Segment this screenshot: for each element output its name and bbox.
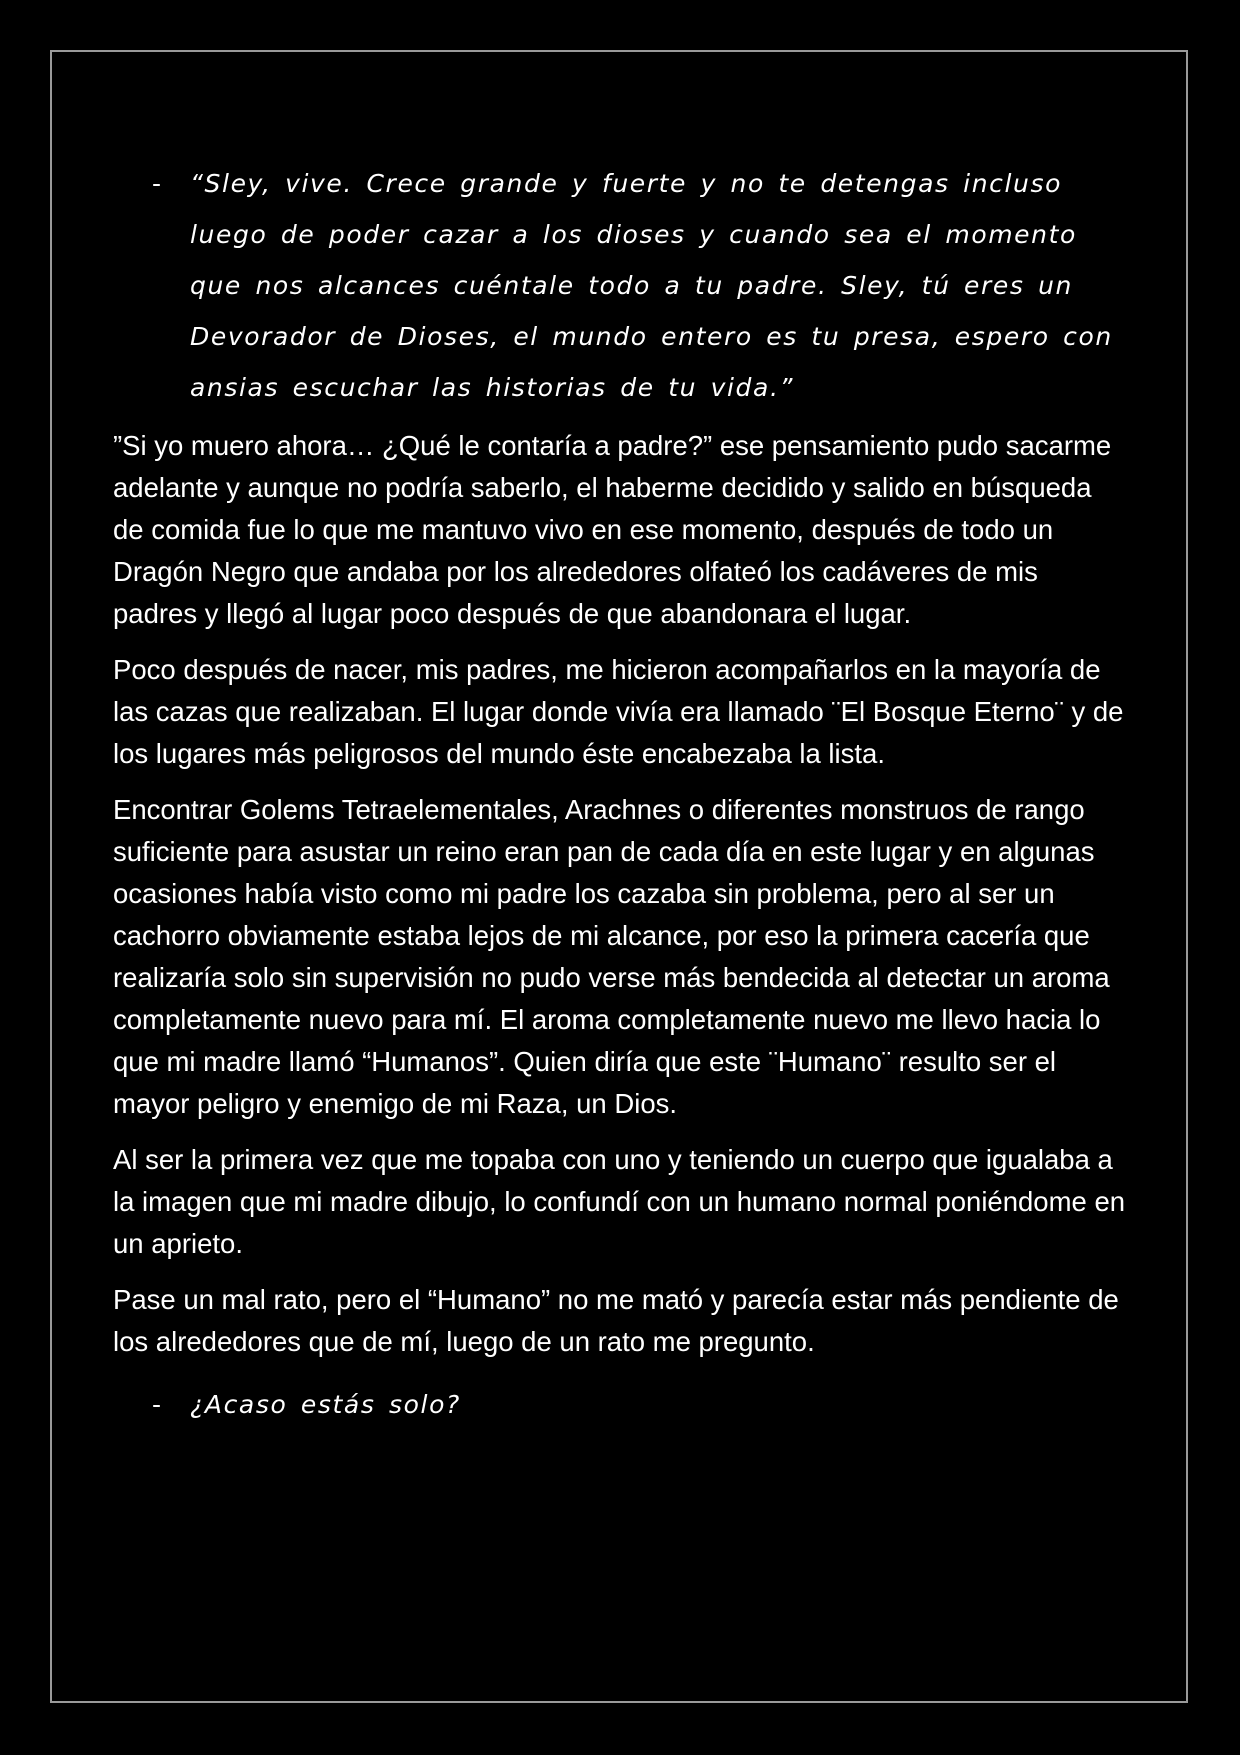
dialogue-dash: - (152, 169, 163, 198)
page-content (113, 158, 1128, 1442)
paragraph-4: Al ser la primera vez que me topaba con uno y teniendo un cuerpo que igualaba a la imagen que mi madre dibujo, lo confundí con un humano normal poniéndome en un aprieto. (113, 1144, 1126, 1259)
dialogue-question (113, 1379, 1128, 1430)
paragraph-3: Encontrar Golems Tetraelementales, Arachnes o diferentes monstruos de rango suficiente para asustar un reino eran pan de cada día en este lugar y en algunas ocasiones había visto como mi padre los cazaba sin problema, pero al ser un cachorro obviamente estaba lejos de mi alcance, por eso la primera cacería que realizaría solo sin supervisión no pudo verse más bendecida al detectar un aroma completamente nuevo para mí. El aroma completamente nuevo me llevo hacia lo que mi madre llamó “Humanos”. Quien diría que este ¨Humano¨ resulto ser el mayor peligro y enemigo de mi Raza, un Dios. (113, 794, 1110, 1119)
paragraph-2: Poco después de nacer, mis padres, me hicieron acompañarlos en la mayoría de las cazas que realizaban. El lugar donde vivía era llamado ¨El Bosque Eterno¨ y de los lugares más peligrosos del mundo éste encabezaba la lista. (113, 654, 1124, 769)
dialogue-quote-mother (113, 158, 1128, 413)
dialogue-dash: - (152, 1390, 163, 1419)
paragraph-1: ”Si yo muero ahora… ¿Qué le contaría a padre?” ese pensamiento pudo sacarme adelante y aunque no podría saberlo, el haberme decidido y salido en búsqueda de comida fue lo que me mantuvo vivo en ese momento, después de todo un Dragón Negro que andaba por los alrededores olfateó los cadáveres de mis padres y llegó al lugar poco después de que abandonara el lugar. (113, 430, 1112, 629)
dialogue-text: “Sley, vive. Crece grande y fuerte y no te detengas incluso luego de poder cazar a los dioses y cuando sea el momento que nos alcances cuéntale todo a tu padre. Sley, tú eres un Devorador de Dioses, el mundo entero es tu presa, espero con ansias escuchar las historias de tu vida.” (190, 169, 1113, 402)
dialogue-text: ¿Acaso estás solo? (190, 1390, 461, 1419)
paragraph-5: Pase un mal rato, pero el “Humano” no me mató y parecía estar más pendiente de los alrededores que de mí, luego de un rato me pregunto. (113, 1284, 1119, 1357)
